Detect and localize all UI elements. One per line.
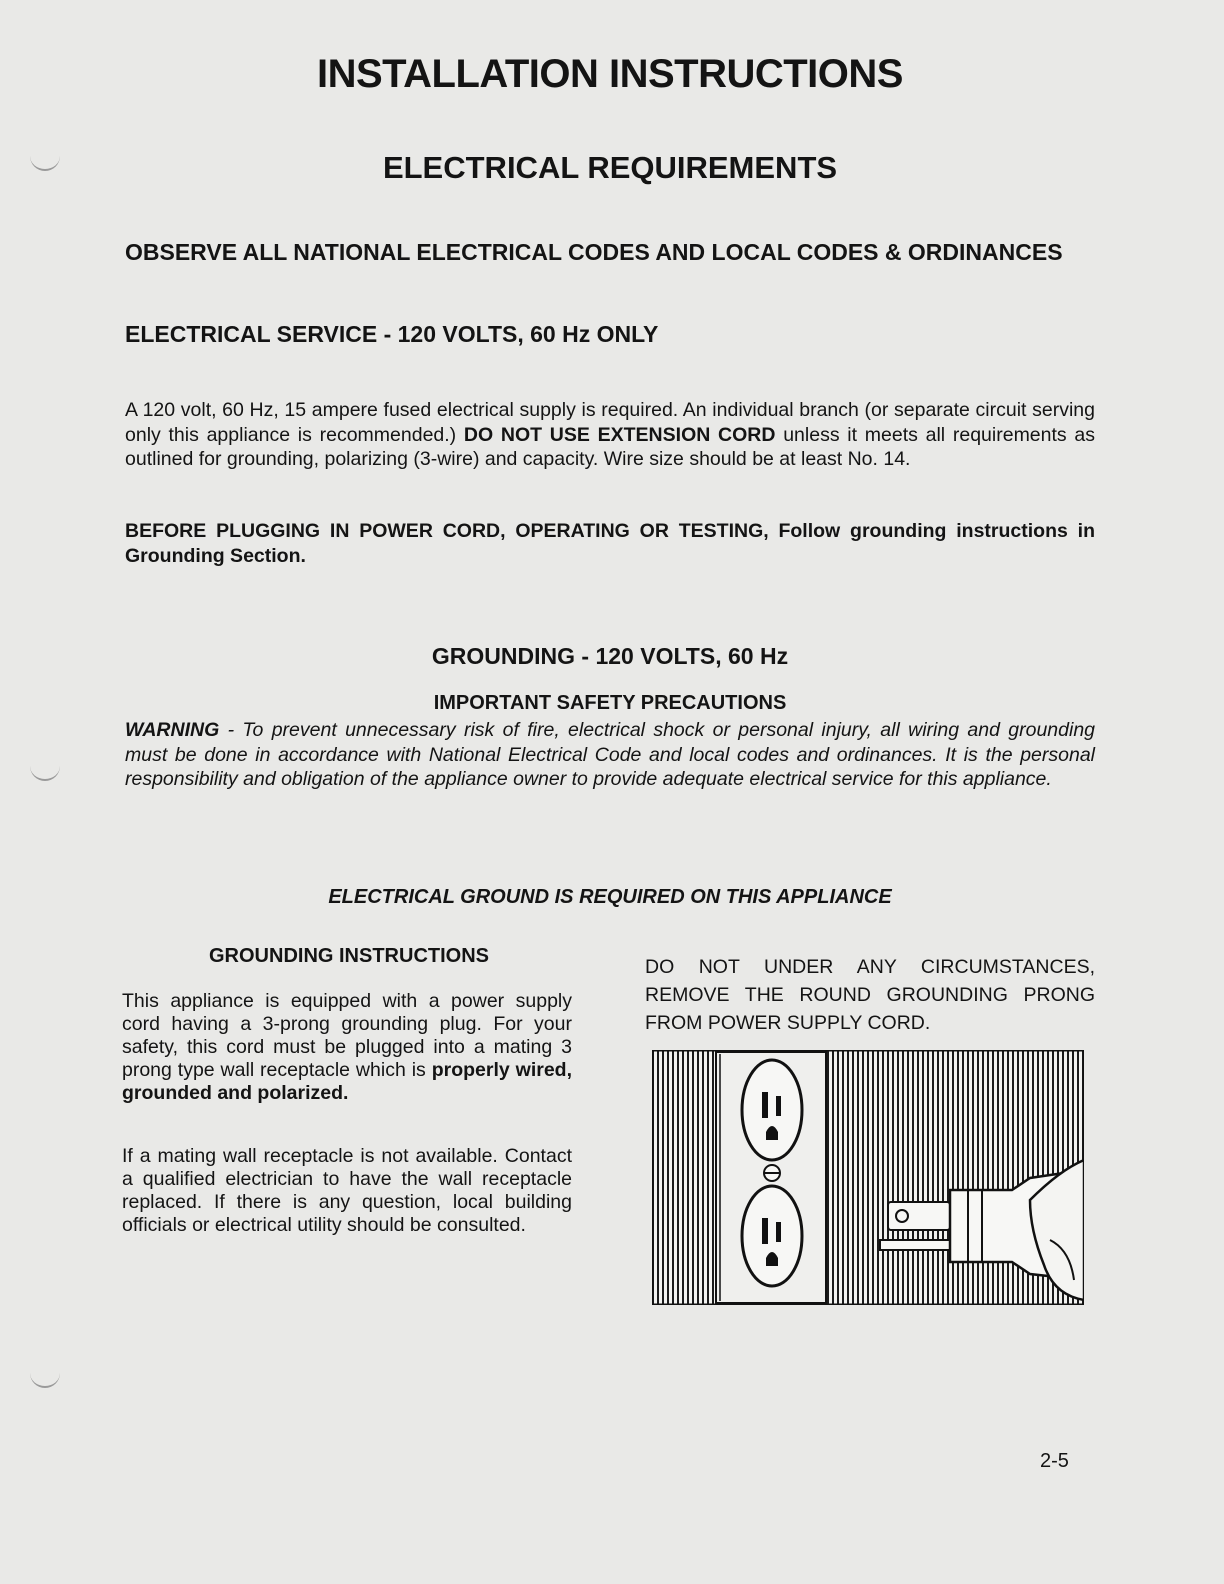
safety-precautions-heading: IMPORTANT SAFETY PRECAUTIONS (433, 692, 787, 714)
outlet-top (742, 1060, 802, 1160)
binder-hole-mark (30, 155, 60, 171)
page-number: 2-5 (1040, 1450, 1069, 1472)
grounding-paragraph-2: If a mating wall receptacle is not available. Contact a qualified electrician to have the wall receptacle replaced. If there is any question, local building officials or electrical utility should be consulted. (122, 1145, 572, 1236)
grounding-instructions-heading: GROUNDING INSTRUCTIONS (209, 945, 489, 967)
warning-text: - To prevent unnecessary risk of fire, electrical shock or personal injury, all wiring and grounding must be done in accordance with National Electrical Code and local codes and ordinances. It is the personal responsibility and obligation of the appliance owner to provide adequate electrical service for this appliance. (125, 719, 1096, 790)
grounding-bold-text: properly wired, grounded and polarized. (122, 1059, 572, 1104)
section-heading-electrical: ELECTRICAL REQUIREMENTS (382, 150, 838, 185)
extension-cord-warning: DO NOT USE EXTENSION CORD (463, 423, 776, 446)
supply-paragraph (125, 398, 1095, 472)
warning-label: WARNING (125, 719, 220, 741)
supply-text-1: A 120 volt, 60 Hz, 15 ampere fused electrical supply is required. An individual branch (or separate circuit serving only this appliance is recommended.) (125, 399, 1095, 446)
binder-hole-mark (30, 765, 60, 781)
binder-hole-mark (30, 1372, 60, 1388)
grounding-paragraph-1 (122, 990, 572, 1105)
codes-notice: OBSERVE ALL NATIONAL ELECTRICAL CODES AND LOCAL CODES & ORDINANCES (125, 239, 1063, 265)
supply-text-2: unless it meets all requirements as outlined for grounding, polarizing (3-wire) and capacity. Wire size should be at least No. 14. (125, 423, 1095, 470)
grounding-heading: GROUNDING - 120 VOLTS, 60 Hz (431, 643, 789, 669)
grounding-text-1: This appliance is equipped with a power supply cord having a 3-prong grounding plug. For your safety, this cord must be plugged into a mating 3 prong type wall receptacle which is (122, 990, 572, 1081)
outlet-bottom (742, 1186, 802, 1286)
service-heading: ELECTRICAL SERVICE - 120 VOLTS, 60 Hz ONLY (125, 321, 659, 347)
outlet-plug-illustration (652, 1050, 1084, 1305)
ground-required-heading: ELECTRICAL GROUND IS REQUIRED ON THIS APPLIANCE (328, 886, 892, 908)
page-title: INSTALLATION INSTRUCTIONS (317, 52, 903, 96)
before-plugging-notice: BEFORE PLUGGING IN POWER CORD, OPERATING OR TESTING, Follow grounding instructions in Grounding Section. (125, 520, 1095, 567)
prong-caution: DO NOT UNDER ANY CIRCUMSTANCES, REMOVE THE ROUND GROUNDING PRONG FROM POWER SUPPLY CORD. (645, 956, 1095, 1034)
warning-paragraph (125, 718, 1095, 792)
